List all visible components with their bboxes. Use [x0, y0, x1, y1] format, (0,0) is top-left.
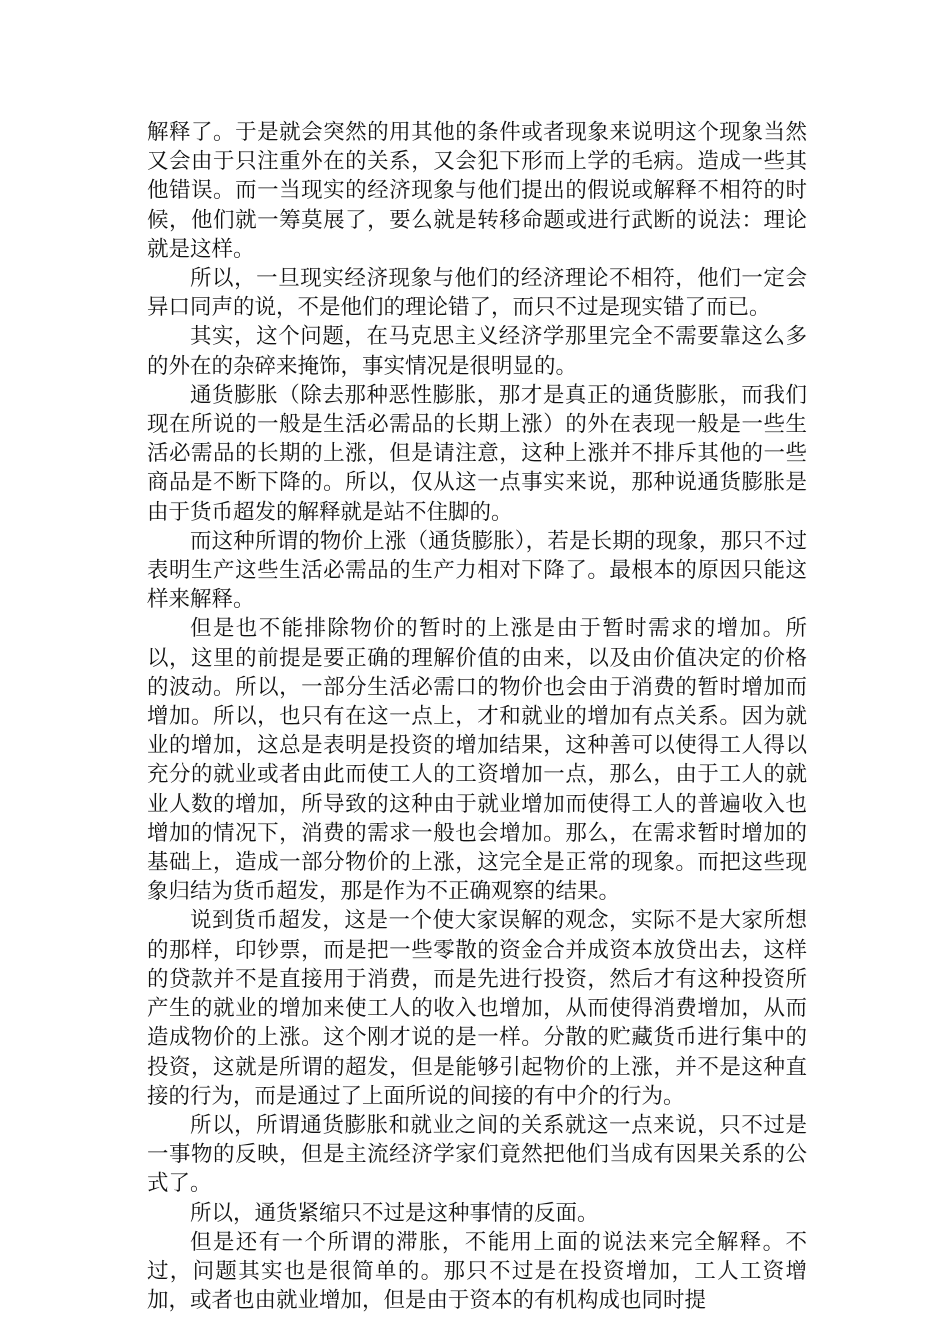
paragraph: 其实，这个问题，在马克思主义经济学那里完全不需要靠这么多的外在的杂碎来掩饰，事实情况是很明显的。: [147, 324, 807, 379]
paragraph: 而这种所谓的物价上涨（通货膨胀），若是长期的现象，那只不过表明生产这些生活必需品的生产力相对下降了。最根本的原因只能这样来解释。: [147, 528, 807, 613]
paragraph: 说到货币超发，这是一个使大家误解的观念，实际不是大家所想的那样，印钞票，而是把一些零散的资金合并成资本放贷出去，这样的贷款并不是直接用于消费，而是先进行投资，然后才有这种投资所产生的就业的增加来使工人的收入也增加，从而使得消费增加，从而造成物价的上涨。这个刚才说的是一样。分散的贮藏货币进行集中的投资，这就是所谓的超发，但是能够引起物价的上涨，并不是这种直接的行为，而是通过了上面所说的间接的有中介的行为。: [147, 908, 807, 1109]
paragraph: 通货膨胀（除去那种恶性膨胀，那才是真正的通货膨胀，而我们现在所说的一般是生活必需品的长期上涨）的外在表现一般是一些生活必需品的长期的上涨，但是请注意，这种上涨并不排斥其他的一些商品是不断下降的。所以，仅从这一点事实来说，那种说通货膨胀是由于货币超发的解释就是站不住脚的。: [147, 382, 807, 525]
paragraph: 所以，通货紧缩只不过是这种事情的反面。: [190, 1200, 599, 1226]
paragraph: 所以，一旦现实经济现象与他们的经济理论不相符，他们一定会异口同声的说，不是他们的理论错了，而只不过是现实错了而已。: [147, 266, 807, 321]
paragraph: 但是也不能排除物价的暂时的上涨是由于暂时需求的增加。所以，这里的前提是要正确的理解价值的由来，以及由价值决定的价格的波动。所以，一部分生活必需口的物价也会由于消费的暂时增加而增加。所以，也只有在这一点上，才和就业的增加有点关系。因为就业的增加，这总是表明是投资的增加结果，这种善可以使得工人得以充分的就业或者由此而使工人的工资增加一点，那么，由于工人的就业人数的增加，所导致的这种由于就业增加而使得工人的普遍收入也增加的情况下，消费的需求一般也会增加。那么，在需求暂时增加的基础上，造成一部分物价的上涨，这完全是正常的现象。而把这些现象归结为货币超发，那是作为不正确观察的结果。: [147, 616, 807, 905]
paragraph: 但是还有一个所谓的滞胀，不能用上面的说法来完全解释。不过，问题其实也是很简单的。那只不过是在投资增加，工人工资增加，或者也由就业增加，但是由于资本的有机构成也同时提: [147, 1229, 807, 1314]
document-body: [147, 118, 807, 1315]
paragraph: 所以，所谓通货膨胀和就业之间的关系就这一点来说，只不过是一事物的反映，但是主流经济学家们竟然把他们当成有因果关系的公式了。: [147, 1112, 807, 1197]
paragraph: 解释了。于是就会突然的用其他的条件或者现象来说明这个现象当然又会由于只注重外在的关系，又会犯下形而上学的毛病。造成一些其他错误。而一当现实的经济现象与他们提出的假说或解释不相符的时候，他们就一筹莫展了，要么就是转移命题或进行武断的说法：理论就是这样。: [147, 120, 807, 262]
